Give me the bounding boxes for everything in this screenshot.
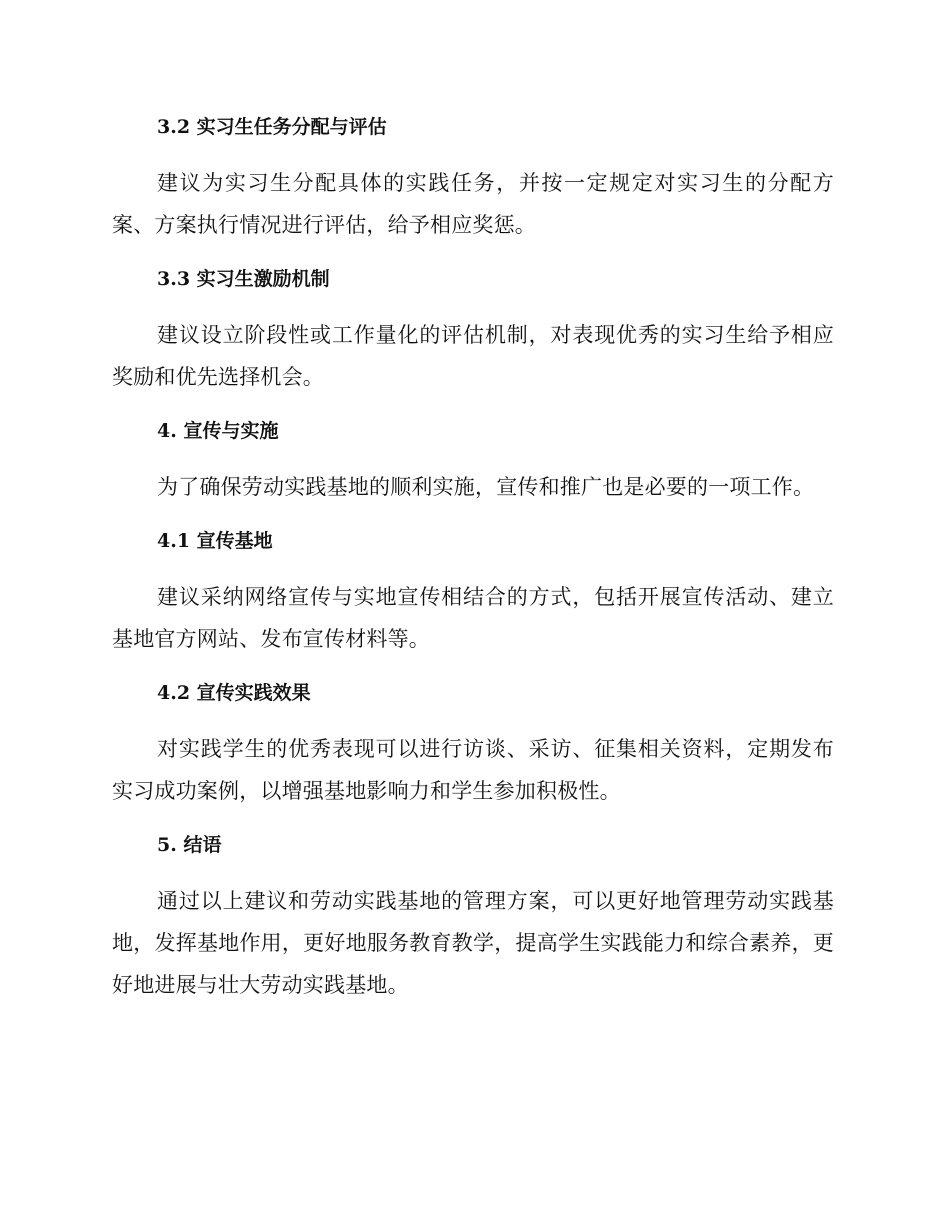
section-heading-4: 4. 宣传与实施	[157, 420, 279, 442]
section-paragraph-3-3: 建议设立阶段性或工作量化的评估机制，对表现优秀的实习生给予相应奖励和优先选择机会。	[112, 323, 834, 389]
section-heading-4-1: 4.1 宣传基地	[157, 530, 273, 552]
section-paragraph-3-2: 建议为实习生分配具体的实践任务，并按一定规定对实习生的分配方案、方案执行情况进行评估，给予相应奖惩。	[112, 171, 834, 237]
section-paragraph-4-1: 建议采纳网络宣传与实地宣传相结合的方式，包括开展宣传活动、建立基地官方网站、发布宣传材料等。	[112, 585, 834, 651]
document-body	[112, 112, 834, 1024]
section-heading-3-2: 3.2 实习生任务分配与评估	[157, 116, 387, 138]
section-paragraph-4: 为了确保劳动实践基地的顺利实施，宣传和推广也是必要的一项工作。	[157, 475, 815, 499]
section-paragraph-4-2: 对实践学生的优秀表现可以进行访谈、采访、征集相关资料，定期发布实习成功案例，以增强基地影响力和学生参加积极性。	[112, 737, 834, 803]
section-paragraph-5: 通过以上建议和劳动实践基地的管理方案，可以更好地管理劳动实践基地，发挥基地作用，更好地服务教育教学，提高学生实践能力和综合素养，更好地进展与壮大劳动实践基地。	[112, 889, 834, 997]
section-heading-5: 5. 结语	[157, 834, 222, 856]
section-heading-4-2: 4.2 宣传实践效果	[157, 682, 311, 704]
section-heading-3-3: 3.3 实习生激励机制	[157, 268, 330, 290]
